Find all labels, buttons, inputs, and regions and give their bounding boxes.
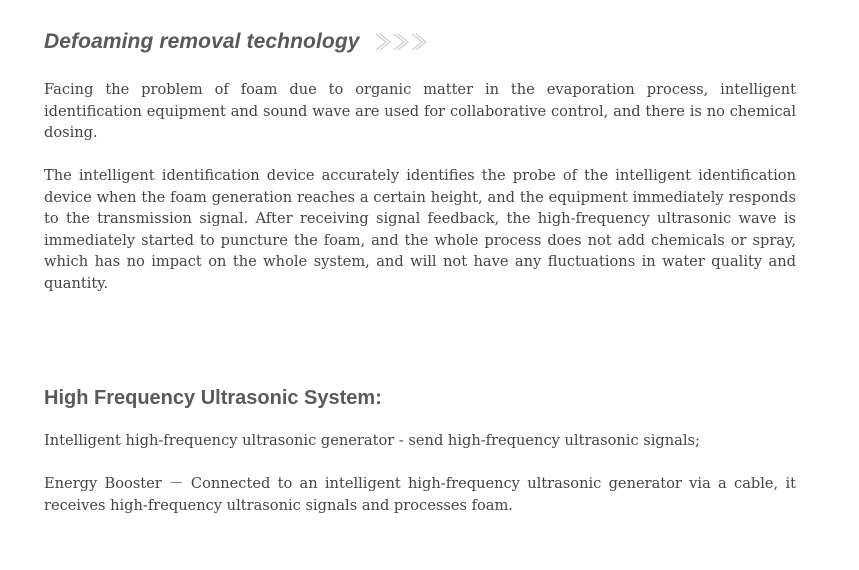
section-heading bbox=[44, 28, 428, 56]
intro-paragraph: Facing the problem of foam due to organic matter in the evaporation process, intelligent identification equipment and sound wave are used for collaborative control, and there is no chemical dosing. bbox=[44, 81, 796, 141]
triple-chevron-right-icon bbox=[374, 31, 428, 53]
detail-paragraph: The intelligent identification device accurately identifies the probe of the intelligent identification device when the foam generation reaches a certain height, and the equipment immediately responds to the transmission signal. After receiving signal feedback, the high-frequency ultrasonic wave is immediately started to puncture the foam, and the whole process does not add chemicals or spray, which has no impact on the whole system, and will not have any fluctuations in water quality and quantity. bbox=[44, 167, 796, 292]
system-item-generator: Intelligent high-frequency ultrasonic generator - send high-frequency ultrasonic signals; bbox=[44, 432, 700, 449]
article bbox=[44, 0, 796, 570]
section-title: Defoaming removal technology bbox=[44, 30, 360, 53]
system-heading: High Frequency Ultrasonic System: bbox=[44, 387, 382, 409]
system-item-booster: Energy Booster － Connected to an intelligent high-frequency ultrasonic generator via a cable, it receives high-frequency ultrasonic signals and processes foam. bbox=[44, 475, 796, 514]
